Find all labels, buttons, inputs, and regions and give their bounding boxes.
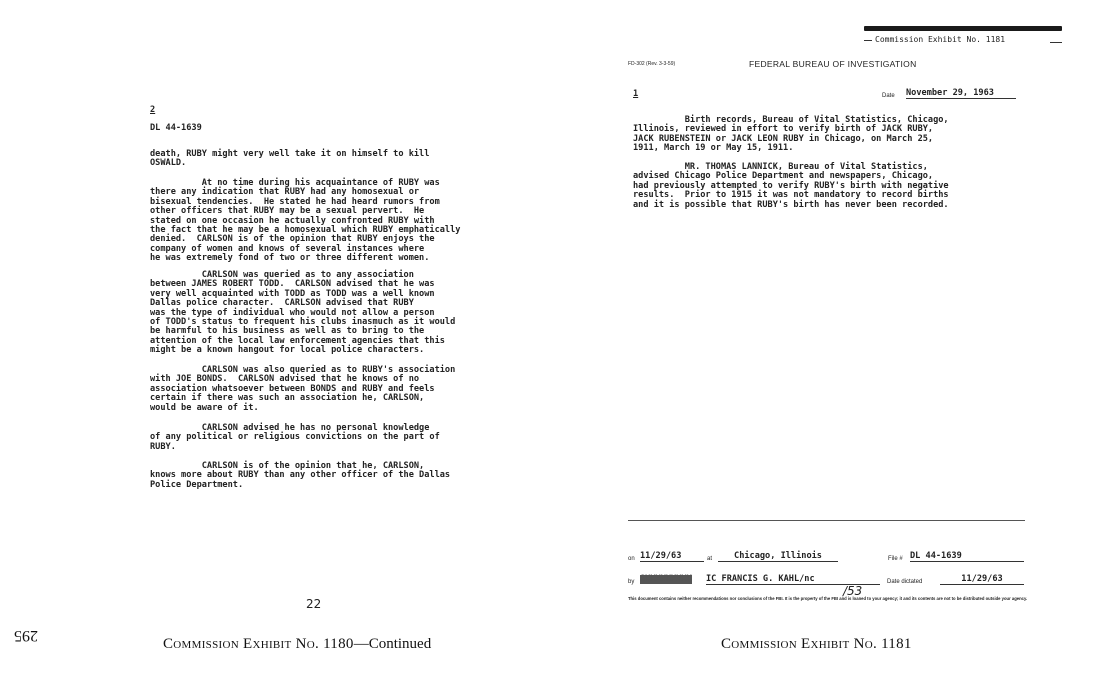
exhibit-header: Commission Exhibit No. 1181 [875,35,1006,44]
left-paragraph-4: CARLSON was also queried as to RUBY's association with JOE BONDS. CARLSON advised that he knows of no association whatsoever between BONDS and RUBY and feels certain if there was such an association he, CARLSON, would be aware of it. [150,365,456,413]
on-label: on [628,556,635,562]
date-value: November 29, 1963 [906,89,1016,99]
by-label: by [628,579,635,585]
dictated-label: Date dictated [887,579,923,585]
file-value: DL 44-1639 [910,552,1024,562]
left-paragraph-6: CARLSON is of the opinion that he, CARLSON, knows more about RUBY than any other officer of the Dallas Police Department. [150,461,451,490]
disclaimer: This document contains neither recommendations nor conclusions of the FBI. It is the property of the FBI and is loaned to your agency; it and its contents are not to be distributed outside your agency. [628,596,1028,601]
by-redacted: SXXXXXXXXX [640,574,692,584]
form-number: FD-302 (Rev. 3-3-59) [628,61,676,67]
dictated-value: 11/29/63 [940,575,1024,585]
date-label: Date [882,93,895,99]
right-caption [721,636,912,653]
left-paragraph-3: CARLSON was queried as to any association between JAMES ROBERT TODD. CARLSON advised that he was very well acquainted with TODD as TODD was a well known Dallas police character. CARLSON advised that RUBY was the type of individual who would not allow a person of TODD's status to frequent his clubs inasmuch as it would be harmful to his business as well as to bring to the attention of the local law enforcement agencies that this might be a known hangout for local police characters. [150,270,456,356]
file-label: File # [888,556,903,562]
left-file-ref: DL 44-1639 [150,123,202,133]
header-right-dash [1050,42,1062,43]
left-caption [163,636,431,653]
left-caption-prefix: Commission Exhibit No. 1180 [163,636,354,652]
left-page-number: 2 [150,105,156,115]
header-left-dash [864,40,872,41]
at-label: at [707,556,713,562]
form-divider [628,520,1025,521]
left-paragraph-5: CARLSON advised he has no personal knowledge of any political or religious convictions on the part of RUBY. [150,423,440,452]
right-page-number: 1 [633,89,639,99]
left-caption-suffix: —Continued [353,636,432,652]
right-caption-text: Commission Exhibit No. 1181 [721,636,912,652]
right-paragraph-1: Birth records, Bureau of Vital Statistics, Chicago, Illinois, reviewed in effort to verify birth of JACK RUBY, JACK RUBENSTEIN or JACK LEON RUBY in Chicago, on March 25, 1911, March 19 or May 15, 1911. [633,115,949,154]
left-paragraph-1: death, RUBY might very well take it on himself to kill OSWALD. [150,149,430,169]
top-bar [864,26,1062,31]
right-paragraph-2: MR. THOMAS LANNICK, Bureau of Vital Statistics, advised Chicago Police Department and newspapers, Chicago, had previously attempted to verify RUBY's birth with negative results. Prior to 1915 it was not mandatory to record births and it is possible that RUBY's birth has never been recorded. [633,162,949,210]
at-value: Chicago, Illinois [718,552,838,562]
left-handwritten-number: 22 [306,597,322,611]
by-value: IC FRANCIS G. KAHL/nc [706,575,880,585]
agency-title: FEDERAL BUREAU OF INVESTIGATION [749,59,917,69]
margin-page-number: 295 [14,627,38,644]
left-paragraph-2: At no time during his acquaintance of RUBY was there any indication that RUBY had any homosexual or bisexual tendencies. He stated he had heard rumors from other officers that RUBY may be a sexual pervert. He stated on one occasion he actually confronted RUBY with the fact that he may be a homosexual which RUBY emphatically denied. CARLSON is of the opinion that RUBY enjoys the company of women and knows of several instances where he was extremely fond of two or three different women. [150,178,461,264]
right-handwritten-number: /53 [843,584,863,598]
on-value: 11/29/63 [640,552,704,562]
